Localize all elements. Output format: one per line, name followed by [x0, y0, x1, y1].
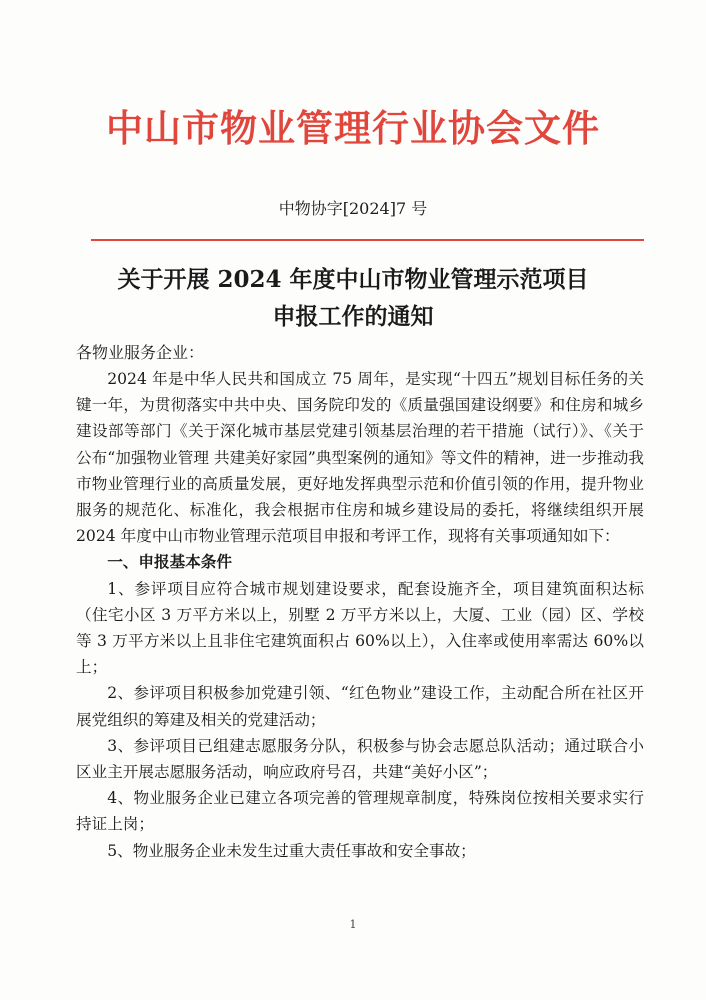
body-paragraph: 4、物业服务企业已建立各项完善的管理规章制度，特殊岗位按相关要求实行持证上岗；: [76, 789, 644, 834]
body-paragraph: 1、参评项目应符合城市规划建设要求，配套设施齐全，项目建筑面积达标（住宅小区 3 万平方米以上，别墅 2 万平方米以上，大厦、工业（园）区、学校等 3 万平方米以上且非住宅建筑面积占 60%以上），入住率或使用率需达 60%以上；: [76, 579, 644, 677]
body-paragraph: 3、参评项目已组建志愿服务分队，积极参与协会志愿总队活动；通过联合小区业主开展志愿服务活动，响应政府号召，共建“美好小区”；: [76, 736, 644, 782]
red-divider-line: [91, 239, 644, 241]
page-number: 1: [349, 918, 357, 931]
body-paragraph: 5、物业服务企业未发生过重大责任事故和安全事故；: [107, 841, 476, 860]
salutation: 各物业服务企业：: [76, 343, 205, 362]
letterhead-title: 中山市物业管理行业协会文件: [106, 107, 600, 150]
notice-title-line-2: 申报工作的通知: [272, 303, 434, 330]
document-number: 中物协字[2024]7 号: [278, 199, 428, 218]
notice-title-line-1: 关于开展 2024 年度中山市物业管理示范项目: [117, 266, 589, 293]
body-paragraph: 2024 年是中华人民共和国成立 75 周年，是实现“十四五”规划目标任务的关键一年，为贯彻落实中共中央、国务院印发的《质量强国建设纲要》和住房和城乡建设部等部门《关于深化城市基层党建引领基层治理的若干措施（试行）》、《关于公布“加强物业管理 共建美好家园”典型案例的通知》等文件的精神，进一步推动我市物业管理行业的高质量发展，更好地发挥典型示范和价值引领的作用，提升物业服务的规范化、标准化，我会根据市住房和城乡建设局的委托，将继续组织开展 2024 年度中山市物业管理示范项目申报和考评工作，现将有关事项通知如下：: [76, 370, 644, 546]
body-paragraph: 2、参评项目积极参加党建引领、“红色物业”建设工作，主动配合所在社区开展党组织的筹建及相关的党建活动；: [76, 684, 644, 729]
notice-body: [76, 366, 644, 864]
section-heading: 一、申报基本条件: [107, 552, 232, 572]
